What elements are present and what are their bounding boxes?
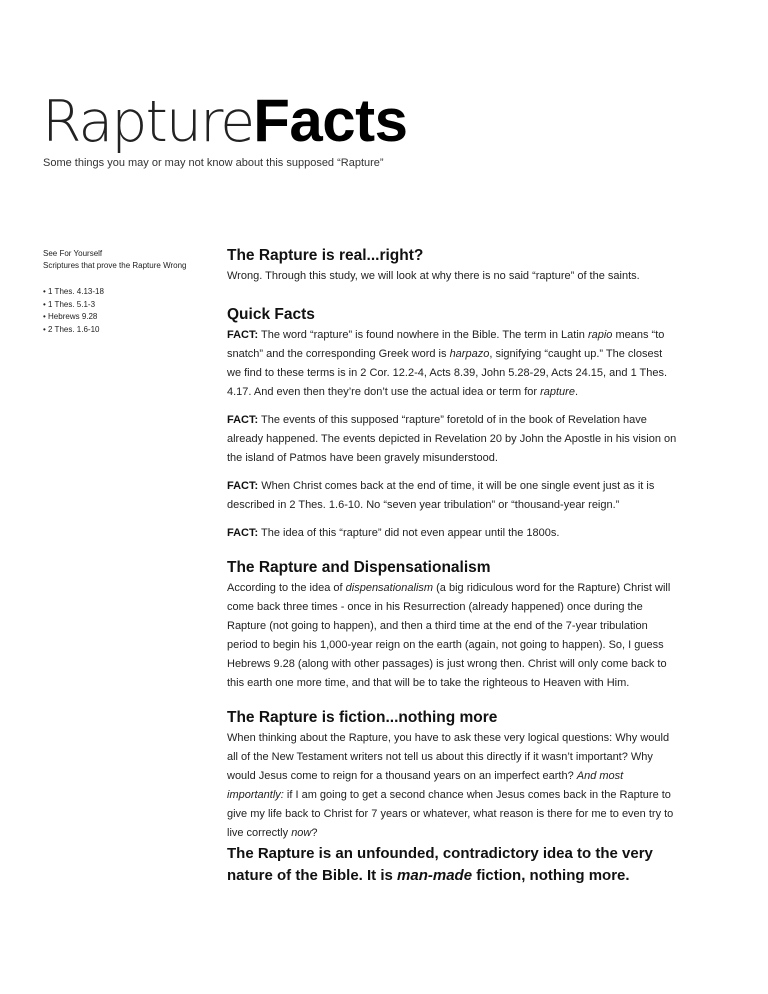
list-item: • 2 Thes. 1.6-10 [43, 324, 100, 334]
section-heading-dispensationalism: The Rapture and Dispensationalism [227, 559, 491, 576]
fact-paragraph: FACT: The word “rapture” is found nowhere in the Bible. The term in Latin rapio means “to snatch” and the corresponding Greek word is harpazo, signifying “caught up.” The closest we find to these terms is in 2 Cor. 12.2-4, Acts 8.39, John 5.28-29, Acts 24.15, and 1 Thes. 4.17. And even then they’re don’t use the actual idea or term for rapture. [227, 329, 668, 398]
list-item: • 1 Thes. 5.1-3 [43, 299, 96, 309]
sidebar [43, 248, 213, 336]
page-subtitle: Some things you may or may not know about this supposed “Rapture” [43, 157, 384, 169]
fact-paragraph: FACT: The events of this supposed “rapture” foretold of in the book of Revelation have already happened. The events depicted in Revelation 20 by John the Apostle in his vision on the island of Patmos have been gravely misunderstood. [227, 414, 677, 464]
scripture-list [43, 286, 213, 336]
main-content [227, 245, 677, 887]
fact-label: FACT: [227, 329, 259, 341]
list-item: • Hebrews 9.28 [43, 312, 98, 321]
fact-label: FACT: [227, 527, 259, 539]
intro-paragraph: Wrong. Through this study, we will look at why there is no said “rapture” of the saints. [227, 270, 640, 282]
fact-label: FACT: [227, 480, 259, 492]
section-heading-real: The Rapture is real...right? [227, 247, 424, 264]
section-heading-quick-facts: Quick Facts [227, 306, 315, 323]
fact-label: FACT: [227, 414, 259, 426]
dispensationalism-paragraph: According to the idea of dispensationalism (a big ridiculous word for the Rapture) Christ will come back three times - once in his Resurrection (already happened) once during the Rapture (not going to happen), and then a third time at the end of the 7-year tribulation period to begin his 1,000-year reign on the earth (again, not going to happen). So, I guess Hebrews 9.28 (along with other passages) is just wrong then. Christ will only come back to this earth one more time, and that will be to take the righteous to Heaven with Him. [227, 582, 671, 689]
sidebar-subheading: Scriptures that prove the Rapture Wrong [43, 261, 187, 270]
title-bold: Facts [253, 87, 408, 154]
list-item: • 1 Thes. 4.13-18 [43, 287, 104, 296]
sidebar-heading: See For Yourself [43, 249, 103, 258]
page-title [42, 86, 407, 157]
closing-statement: The Rapture is an unfounded, contradictory idea to the very nature of the Bible. It is man-made fiction, nothing more. [227, 845, 653, 884]
section-heading-fiction: The Rapture is fiction...nothing more [227, 709, 498, 726]
title-light: Rapture [42, 89, 254, 155]
masthead [42, 86, 407, 157]
fiction-paragraph: When thinking about the Rapture, you have to ask these very logical questions: Why would all of the New Testament writers not tell us about this directly if it wasn’t important? Why would Jesus come to reign for a thousand years on an imperfect earth? And most importantly: if I am going to get a second chance when Jesus comes back in the Rapture to give my life back to Christ for 7 years or whatever, what reason is there for me to even try to live correctly now? [227, 732, 674, 839]
fact-paragraph: FACT: When Christ comes back at the end of time, it will be one single event just as it is described in 2 Thes. 1.6-10. No “seven year tribulation” or “thousand-year reign.” [227, 480, 655, 511]
fact-paragraph: FACT: The idea of this “rapture” did not even appear until the 1800s. [227, 527, 560, 539]
